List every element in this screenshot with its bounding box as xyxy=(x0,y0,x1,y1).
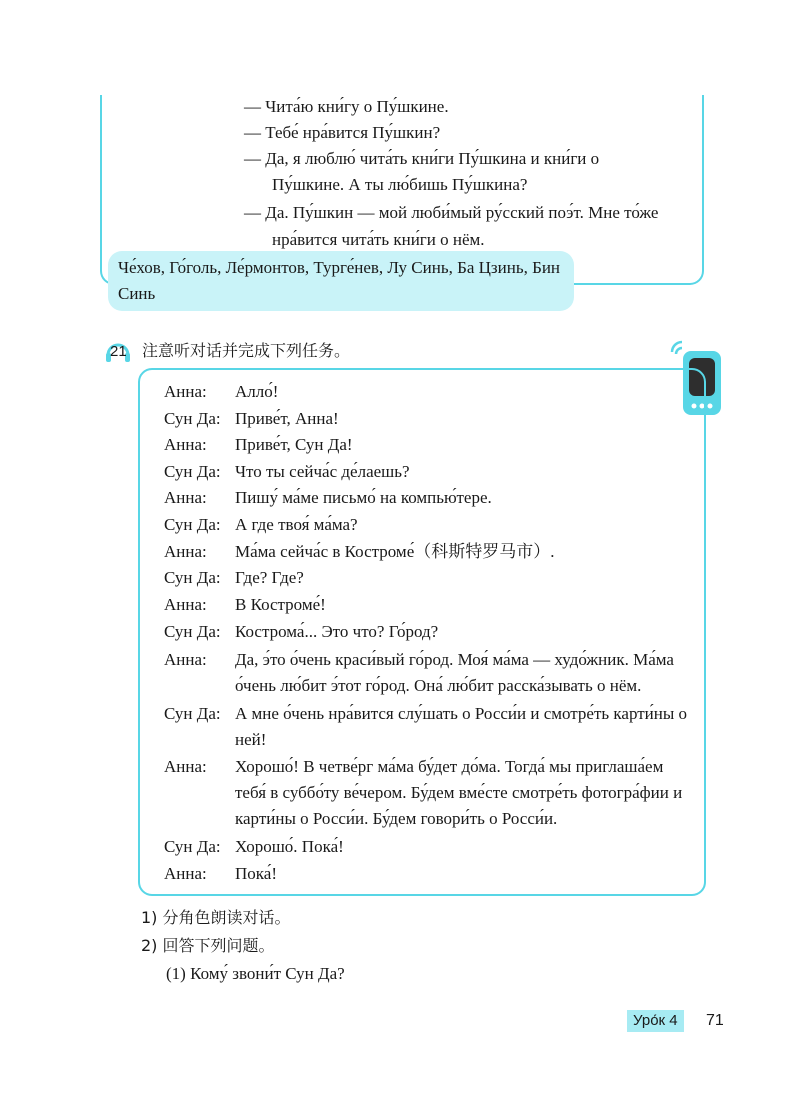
task-item: 1) 分角色朗读对话。 xyxy=(141,908,291,927)
top-dialog-line: Пу́шкине. А ты лю́бишь Пу́шкина? xyxy=(272,175,528,194)
utterance: А мне о́чень нра́вится слу́шать о Росси́и и смотре́ть карти́ны о ней! xyxy=(235,704,688,749)
speaker: Сун Да: xyxy=(164,462,221,481)
task-item: 2) 回答下列问题。 xyxy=(141,936,275,955)
lesson-tag: Уро́к 4 xyxy=(627,1010,684,1032)
utterance: А где твоя́ ма́ма? xyxy=(235,515,358,534)
top-dialog-line: — Да. Пу́шкин — мой люби́мый ру́сский поэ́т. Мне то́же xyxy=(244,203,659,222)
utterance: Кострома́... Это что? Го́род? xyxy=(235,622,439,641)
speaker: Сун Да: xyxy=(164,622,221,641)
speaker: Сун Да: xyxy=(164,704,221,723)
utterance: В Костроме́! xyxy=(235,595,326,614)
speaker: Анна: xyxy=(164,757,207,776)
question-item: (1) Кому́ звони́т Сун Да? xyxy=(166,964,345,983)
utterance: Что ты сейча́с де́лаешь? xyxy=(235,462,410,481)
utterance: Приве́т, Сун Да! xyxy=(235,435,353,454)
speaker: Анна: xyxy=(164,542,207,561)
utterance: Алло́! xyxy=(235,382,279,401)
utterance: Хорошо́. Пока́! xyxy=(235,837,344,856)
speaker: Анна: xyxy=(164,435,207,454)
utterance: Пишу́ ма́ме письмо́ на компью́тере. xyxy=(235,488,492,507)
writer-names-box xyxy=(108,251,574,311)
exercise-title: 注意听对话并完成下列任务。 xyxy=(142,341,351,360)
utterance: Пока́! xyxy=(235,864,277,883)
speaker: Сун Да: xyxy=(164,568,221,587)
speaker: Анна: xyxy=(164,595,207,614)
utterance: Где? Где? xyxy=(235,568,304,587)
speaker: Сун Да: xyxy=(164,409,221,428)
top-dialog-line: — Чита́ю кни́гу о Пу́шкине. xyxy=(244,97,449,116)
speaker: Анна: xyxy=(164,650,207,669)
top-dialog-line: — Да, я люблю́ чита́ть кни́ги Пу́шкина и кни́ги о xyxy=(244,149,600,168)
top-dialog-line: — Тебе́ нра́вится Пу́шкин? xyxy=(244,123,441,142)
page-number: 71 xyxy=(706,1012,724,1029)
writer-names: Че́хов, Го́голь, Ле́рмонтов, Турге́нев, Лу Синь, Ба Цзинь, Бин Синь xyxy=(118,258,561,303)
exercise-number: 21 xyxy=(110,343,127,360)
utterance: Приве́т, Анна! xyxy=(235,409,339,428)
speaker: Анна: xyxy=(164,864,207,883)
speaker: Анна: xyxy=(164,382,207,401)
top-dialog-line: нра́вится чита́ть кни́ги о нём. xyxy=(272,230,485,249)
utterance: Ма́ма сейча́с в Костроме́（科斯特罗马市）. xyxy=(235,542,555,561)
utterance: Хорошо́! В четве́рг ма́ма бу́дет до́ма. Тогда́ мы приглаша́ем тебя́ в суббо́ту ве́чером. Бу́дем вме́сте смотре́ть фотогра́фии и карти́ны о Росси́и. Бу́дем говори́ть о Росси́и. xyxy=(235,757,683,828)
utterance: Да, э́то о́чень краси́вый го́род. Моя́ ма́ма — худо́жник. Ма́ма о́чень лю́бит э́тот го́род. Она́ лю́бит расска́зывать о нём. xyxy=(235,650,674,695)
speaker: Сун Да: xyxy=(164,837,221,856)
speaker: Анна: xyxy=(164,488,207,507)
speaker: Сун Да: xyxy=(164,515,221,534)
